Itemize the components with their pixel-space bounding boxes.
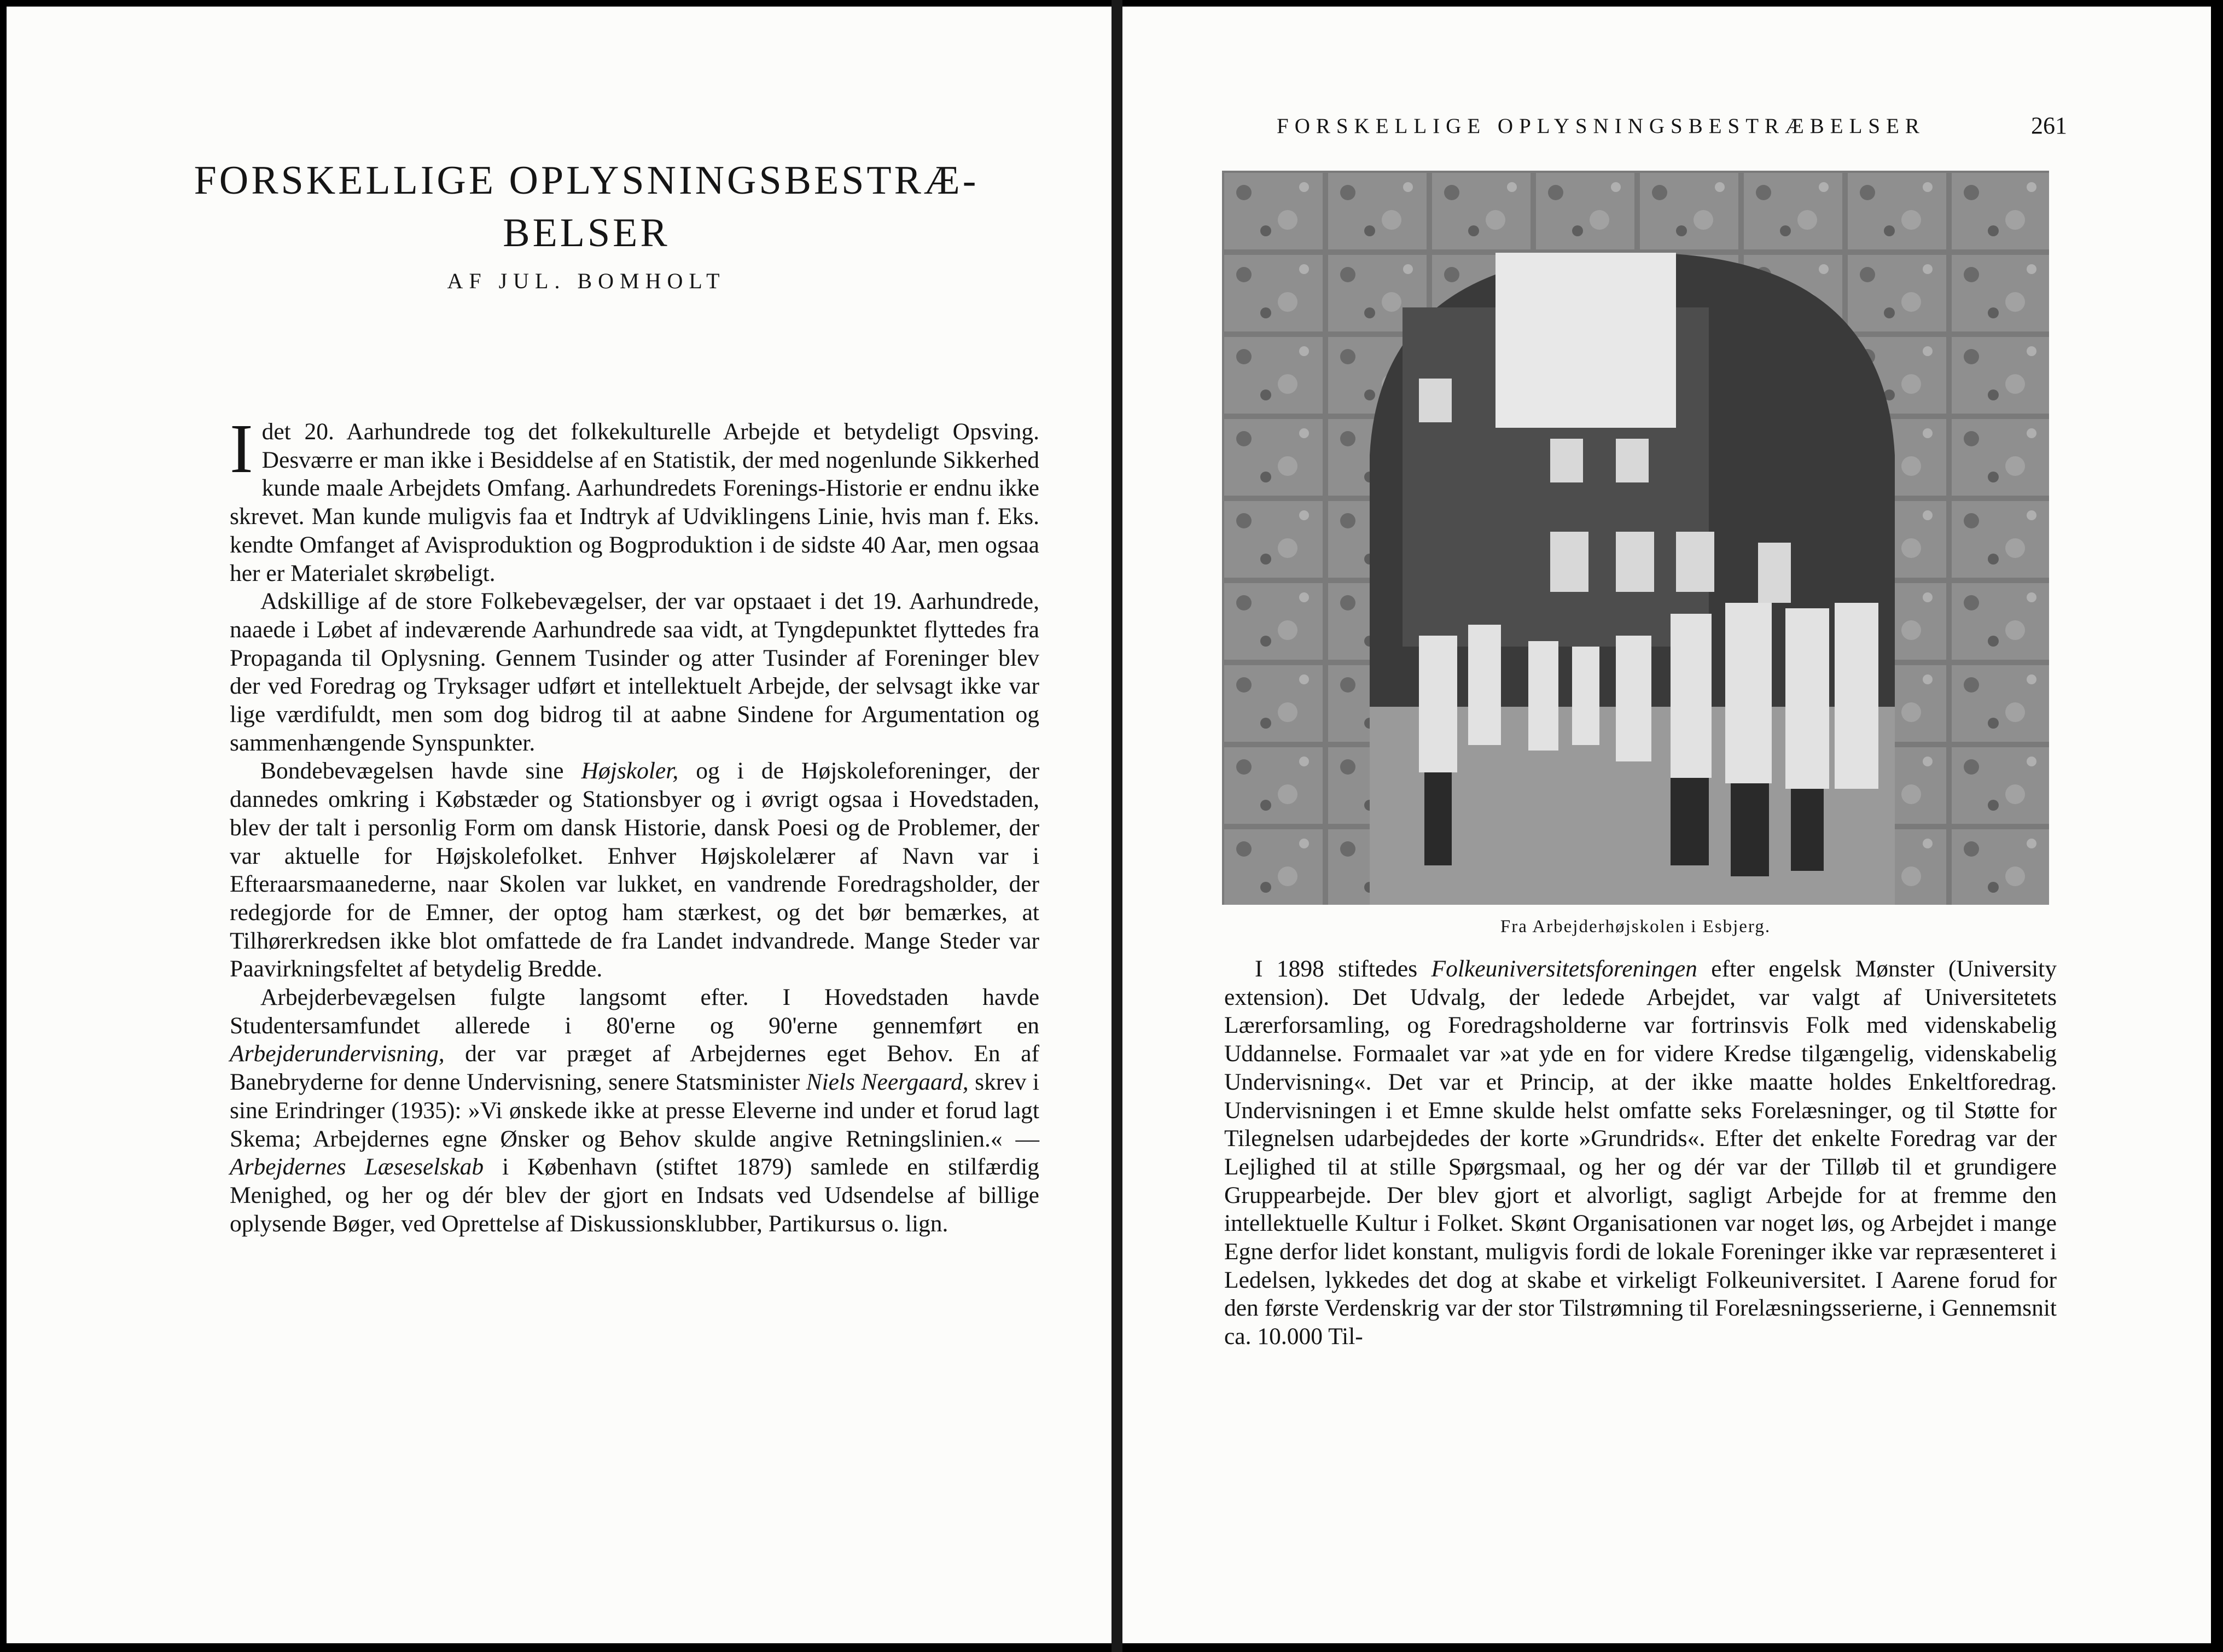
drop-cap: I [230,410,253,487]
running-head: FORSKELLIGE OPLYSNINGSBESTRÆBELSER [1277,114,1925,138]
chapter-title-line-1: FORSKELLIGE OPLYSNINGSBESTRÆ- [194,158,979,203]
photo-caption: Fra Arbejderhøjskolen i Esbjerg. [1500,917,1771,936]
book-gutter [1112,0,1122,1652]
archway-photo-drawing [1222,171,2049,905]
archway-photo [1222,171,2049,905]
paragraph-5: I 1898 stiftedes Folkeuniversitetsforeningen efter engelsk Mønster (University extension). Det Udvalg, der ledede Arbejdet, var valgt af Universitetets Lærerforsamling, og Foredragsholderne var fortrinsvis Folk med videnskabelig Uddannelse. Formaalet var »at yde en for videre Kredse tilgængelig, videnskabelig Undervisning«. Det var et Princip, at der ikke maatte holdes Enkeltforedrag. Undervisningen i et Emne skulde helst omfatte seks Forelæsninger, og til Støtte for Tilegnelsen udarbejdedes der korte »Grundrids«. Efter det enkelte Foredrag var der Lejlighed til at stille Spørgsmaal, og her og dér var der Tilløb til et grundigere Gruppearbejde. Der blev gjort et alvorligt, sagligt Arbejde for at fremme den intellektuelle Kultur i Folket. Skønt Organisationen var noget løs, og Arbejdet i mange Egne derfor lidet konstant, muligvis fordi de lokale Foreninger ikke var repræsenteret i Ledelsen, lykkedes det dog at skabe et virkeligt Folkeuniversitet. I Aarene forud for den første Verdenskrig var der stor Tilstrømning til Forelæsningsserierne, i Gennemsnit ca. 10.000 Til- [1224,956,2057,1350]
paragraph-4: Arbejderbevægelsen fulgte langsomt efter. I Hovedstaden havde Studentersamfundet allerede i 80'erne og 90'erne gennemført en Arbejderundervisning, der var præget af Arbejdernes eget Behov. En af Banebryderne for denne Undervisning, senere Statsminister Niels Neergaard, skrev i sine Erindringer (1935): »Vi ønskede ikke at presse Eleverne ind under et forud lagt Skema; Arbejdernes egne Ønsker og Behov skulde angive Retningslinien.« — Arbejdernes Læseselskab i København (stiftet 1879) samlede en stilfærdig Menighed, og her og dér blev der gjort en Indsats ved Udsendelse af billige oplysende Bøger, ved Oprettelse af Diskussionsklubber, Partikursus o. lign. [230,984,1039,1237]
author-byline: AF JUL. BOMHOLT [447,269,726,293]
left-body-text [230,410,1039,1238]
chapter-title-line-2: BELSER [503,211,670,255]
page-number: 261 [2031,112,2067,139]
right-page [1122,7,2211,1643]
right-body-text [1224,955,2057,1351]
paragraph-2: Adskillige af de store Folkebevægelser, der var opstaaet i det 19. Aarhundrede, naaede i Løbet af indeværende Aarhundrede saa vidt, at Tyngdepunktet flyttedes fra Propaganda til Oplysning. Gennem Tusinder og atter Tusinder af Foreninger blev der ved Foredrag og Tryksager udført et intellektuelt Arbejde, der selvsagt ikke var lige værdifuldt, men som dog bidrog til at aabne Sindene for Argumentation og sammenhængende Synspunkter. [230,588,1039,756]
paragraph-3: Bondebevægelsen havde sine Højskoler, og i de Højskoleforeninger, der dannedes omkring i Købstæder og Stationsbyer og i øvrigt ogsaa i Hovedstaden, blev der talt i personlig Form om dansk Historie, dansk Poesi og de Problemer, der var aktuelle for Højskolefolket. Enhver Højskolelærer af Navn var i Efteraarsmaanederne, naar Skolen var lukket, en vandrende Foredragsholder, der redegjorde for de Emner, der optog ham stærkest, og det bør bemærkes, at Tilhørerkredsen ikke blot omfattede de fra Landet indvandrede. Mange Steder var Paavirkningsfeltet af betydelig Bredde. [230,758,1039,982]
paragraph-1: Idet 20. Aarhundrede tog det folkekulturelle Arbejde et betydeligt Opsving. Desværre er man ikke i Besiddelse af en Statistik, der med nogenlunde Sikkerhed kunde maale Arbejdets Omfang. Aarhundredets Forenings-Historie er endnu ikke skrevet. Man kunde muligvis faa et Indtryk af Udviklingens Linie, hvis man f. Eks. kendte Omfanget af Avisproduktion og Bogproduktion i de sidste 40 Aar, men ogsaa her er Materialet skrøbeligt. [230,410,1039,586]
left-page [7,7,1112,1643]
